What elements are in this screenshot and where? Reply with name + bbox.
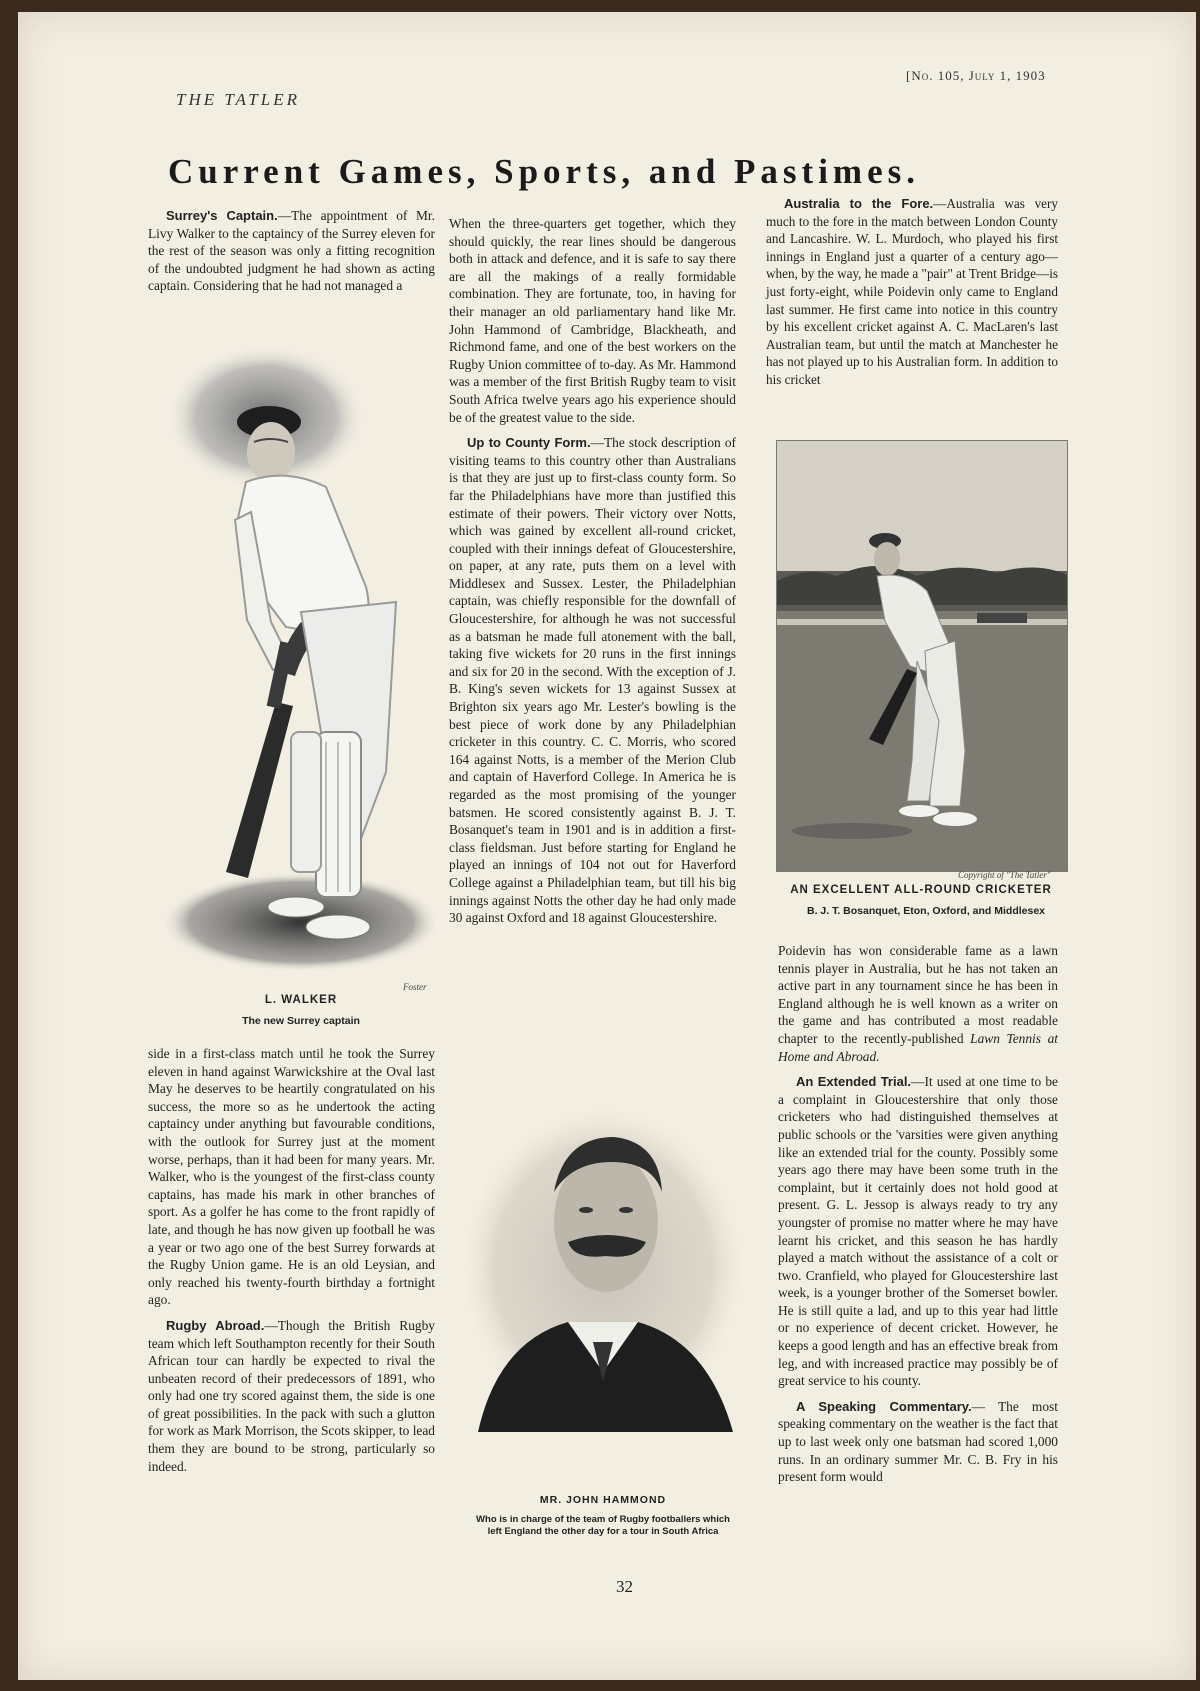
section-heading: A Speaking Commentary. — [796, 1398, 972, 1414]
walker-photo — [166, 342, 436, 982]
paragraph-text: — The most speaking commentary on the weather is the fact that up to last week only one batsman had scored 1,000 runs. In an ordinary summer Mr. C. B. Fry in his present form would — [778, 1398, 1058, 1485]
column-2 — [449, 215, 736, 927]
book-title: Lawn Tennis at Home and Abroad. — [778, 1030, 1058, 1064]
section-heading: Up to County Form. — [467, 435, 591, 451]
paragraph-text: —Australia was very much to the fore in the match between London County and Lancashire. W. L. Murdoch, who played his first innings in England just a quarter of a century ago—when, by the way, he made a "pair" at Trent Bridge—is just forty-eight, while Poidevin only came to England last summer. He first came into notice in this country by his excellent cricket against A. C. MacLaren's last Australian team, but until the match at Manchester he has not played up to his Australian form. In addition to his cricket — [766, 196, 1058, 387]
column-1-bottom — [148, 1045, 435, 1475]
page-number: 32 — [616, 1577, 633, 1596]
section-heading: Rugby Abroad. — [166, 1317, 265, 1333]
photo-caption: MR. JOHN HAMMOND — [539, 1494, 667, 1506]
issue-info: [No. 105, July 1, 1903 — [906, 68, 1046, 83]
page-title: Current Games, Sports, and Pastimes. — [168, 152, 920, 191]
portrait-illustration — [458, 1102, 748, 1432]
section-heading: Australia to the Fore. — [784, 196, 934, 211]
photo-subcaption: The new Surrey captain — [242, 1015, 360, 1027]
hammond-portrait — [458, 1102, 748, 1432]
photo-caption: L. WALKER — [264, 994, 338, 1006]
magazine-page — [18, 12, 1196, 1680]
cricketer-field-illustration — [777, 441, 1067, 871]
photo-subcaption: Who is in charge of the team of Rugby footballers which left England the other day for a tour in South Africa — [476, 1514, 730, 1537]
magazine-name: THE TATLER — [176, 90, 300, 109]
column-3-top — [766, 195, 1058, 389]
cricketer-batting-illustration — [166, 342, 436, 982]
paragraph-text: —It used at one time to be a complaint in Gloucestershire that only those cricketers who had distinguished themselves at public schools or the 'varsities were given anything like an extended trial for the county. Possibly some years ago there may have been some truth in the complaint, but it certainly does not hold good at present. G. L. Jessop is always ready to try any youngster of promise no matter where he may have learnt his cricket, and this season he has hardly played a match without the assistance of a colt or two. Cranfield, who played for Gloucestershire last week, is a younger brother of the Somerset bowler. He is still quite a lad, and up to this year had little or no experience of decent cricket. However, he keeps a good length and has an effective break from leg, and with increased practice may possibly be of great service to his county. — [778, 1074, 1058, 1389]
paragraph-text: —The appointment of Mr. Livy Walker to the captaincy of the Surrey eleven for the rest of the season was only a fitting recognition of the undoubted judgment he had shown as acting captain. Considering that he had not managed a — [148, 208, 436, 294]
paragraph-text: —Though the British Rugby team which left Southampton recently for their South African tour can hardly be expected to rival the unbeaten record of their predecessors of 1891, who only had one try scored against them, the side is one of great possibilities. In the pack with such a glutton for work as Mark Morrison, the Scots skipper, to lead them they are bound to be strong, particularly so indeed. — [148, 1317, 435, 1474]
paragraph-text: —The stock description of visiting teams to this country other than Australians is that they are just up to first-class county form. So far the Philadelphians have more than justified this estimate of their powers. Their victory over Notts, which was gained by excellent all-round cricket, coupled with their innings defeat of Gloucestershire, on paper, at any rate, puts them on a level with Middlesex and Sussex. Lester, the Philadelphian captain, was chiefly responsible for the downfall of Gloucestershire, for although he was not successful as a batsman he made full atonement with the ball, taking five wickets for 20 runs in the first innings and six for 20 in the second. With the exception of J. B. King's seven wickets for 13 against Sussex at Brighton six years ago Mr. Lester's bowling is the best piece of work done by any Philadelphian cricketer in this country. C. C. Morris, who scored 164 against Notts, is a member of the Merion Club and captain of Haverford College. In America he is regarded as the most promising of the younger batsmen. He scored consistently against B. J. T. Bosanquet's team in 1901 and is in addition a first-class fieldsman. Just before starting for England he played an innings of 104 not out for Haverford College against a Philadelphian team, but till his big innings against Notts the other day he had only made 30 against Oxford and 18 against Gloucestershire. — [449, 435, 736, 926]
column-1-top — [148, 207, 435, 295]
photo-credit: Copyright of "The Tatler" — [958, 870, 1051, 880]
photo-caption: AN EXCELLENT ALL-ROUND CRICKETER — [790, 884, 1052, 896]
paragraph-text: Poidevin has won considerable fame as a lawn tennis player in Australia, but he has not taken an active part in any tournament since he has been in England although he is well known as a writer on the game and has contributed a most readable chapter to the recently-published — [778, 943, 1058, 1046]
bosanquet-photo — [776, 440, 1068, 872]
paragraph-text: When the three-quarters get together, which they should quickly, the rear lines should be dangerous both in attack and defence, and it is safe to say there are all the makings of a really formidable combination. They are fortunate, too, in having for their manager an old parliamentary hand like Mr. John Hammond of Cambridge, Blackheath, and Richmond fame, and one of the best workers on the Rugby Union committee of to-day. As Mr. Hammond was a member of the first British Rugby team to visit South Africa twelve years ago his experience should be of the greatest value to the side. — [449, 216, 736, 425]
section-heading: An Extended Trial. — [796, 1074, 912, 1090]
paragraph-text: side in a first-class match until he took the Surrey eleven in hand against Warwickshire at the Oval last May he deserves to be heartily congratulated on his success, the more so as he undertook the acting captaincy under anything but favourable conditions, with the outlook for Surrey just at the moment worse, perhaps, than it had been for many years. Mr. Walker, who is the youngest of the first-class county captains, has made his mark in other branches of sport. As a golfer he has come to the front rapidly of late, and though he has now given up football he was a year or two ago one of the best Surrey forwards at the Rugby Union game. He is an old Leysian, and only reached his twenty-fourth birthday a fortnight ago. — [148, 1046, 435, 1308]
photo-subcaption: B. J. T. Bosanquet, Eton, Oxford, and Middlesex — [806, 905, 1046, 917]
photo-credit: Foster — [403, 982, 427, 992]
column-3-bottom — [778, 942, 1058, 1486]
section-heading: Surrey's Captain. — [166, 208, 278, 223]
